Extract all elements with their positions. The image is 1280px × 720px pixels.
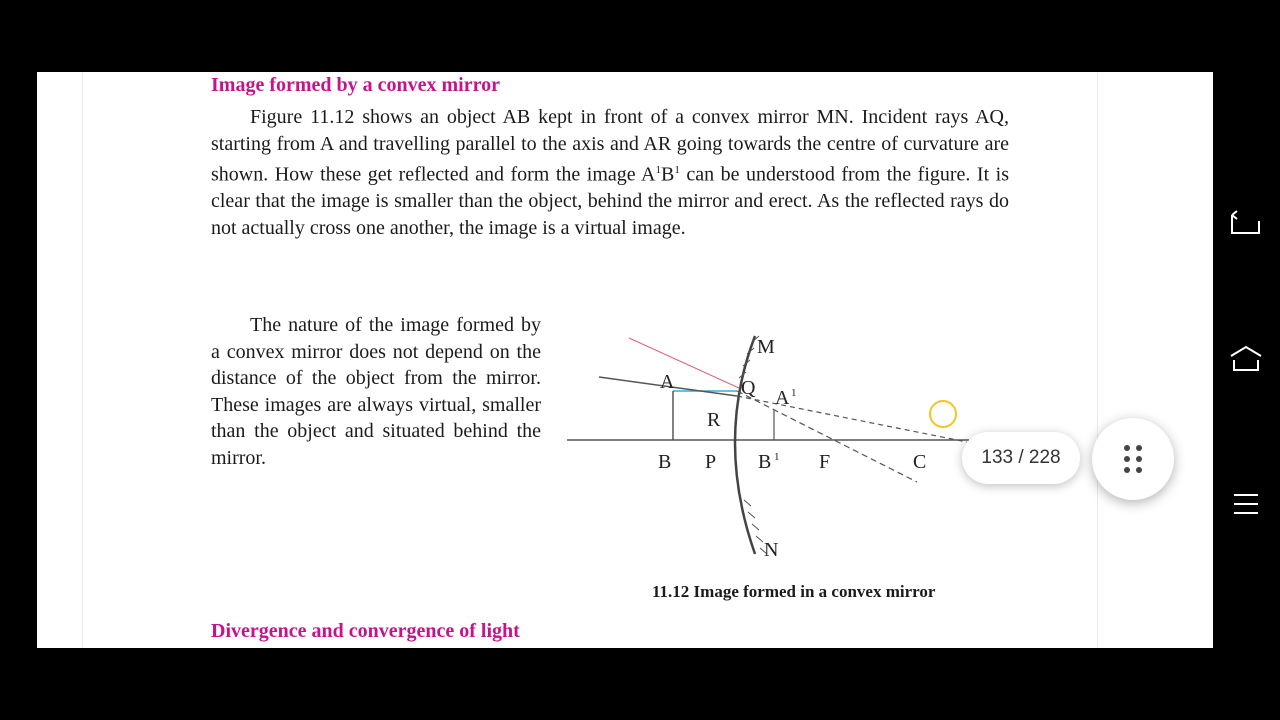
touch-indicator — [930, 401, 956, 427]
convex-mirror-diagram — [567, 330, 977, 560]
section-heading-divergence: Divergence and convergence of light — [211, 620, 520, 642]
home-icon[interactable] — [1228, 342, 1264, 378]
label-b1: B — [758, 451, 772, 473]
label-p: P — [705, 451, 717, 473]
label-r: R — [707, 409, 721, 431]
label-b: B — [658, 451, 672, 473]
page-indicator: 133 / 228 — [962, 432, 1080, 484]
page-right-margin — [1097, 72, 1098, 648]
label-n: N — [764, 539, 779, 560]
menu-icon[interactable] — [1228, 486, 1264, 522]
label-a: A — [660, 371, 675, 393]
page-left-margin — [82, 72, 83, 648]
label-m: M — [757, 336, 775, 358]
faint-red-ray — [629, 338, 739, 388]
label-c: C — [913, 451, 927, 473]
label-a1-sup: 1 — [791, 387, 797, 399]
label-b1-sup: 1 — [774, 451, 780, 463]
rotate-icon[interactable] — [1228, 206, 1264, 242]
label-f: F — [819, 451, 831, 473]
section-heading: Image formed by a convex mirror — [211, 74, 501, 96]
grid-view-button[interactable] — [1092, 418, 1174, 500]
figure-caption: 11.12 Image formed in a convex mirror — [652, 582, 936, 601]
convex-mirror-mn — [735, 336, 755, 554]
paragraph-nature-of-image: The nature of the image formed by a convex mirror does not depend on the distance of the object from the mirror. These images are always virtual, smaller than the object and situated behind the mirror. — [211, 314, 541, 469]
paragraph-convex-mirror: Figure 11.12 shows an object AB kept in front of a convex mirror MN. Incident rays AQ, starting from A and travelling parallel to the axis and AR going towards the centre of curvature are shown. How these get reflected and form the image $A^1B^1$ can be understood from the figure. It is clear that the image is smaller than the object, behind the mirror and erect. As the reflected rays do not actually cross one another, the image is a virtual image. — [211, 106, 1009, 239]
label-a1: A — [775, 387, 790, 409]
grid-dots-icon — [1123, 444, 1143, 474]
reflected-ray-dashed — [737, 396, 967, 442]
label-q: Q — [741, 377, 756, 399]
